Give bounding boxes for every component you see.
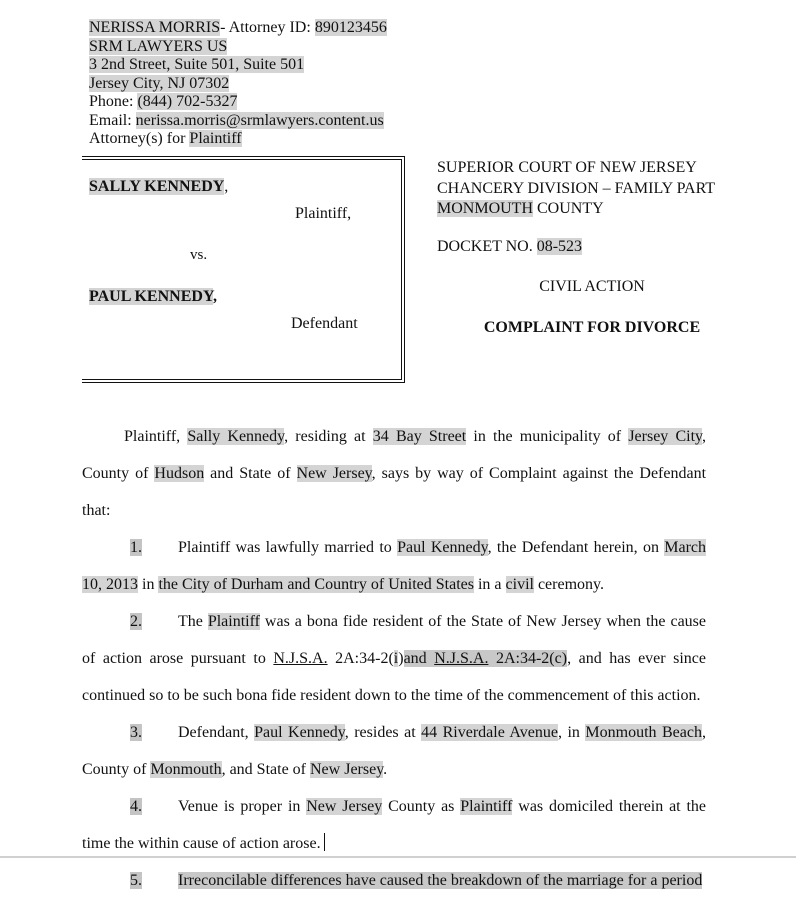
defendant-municipality-field[interactable]: Monmouth Beach <box>585 724 702 741</box>
statute-subsection-field[interactable]: i <box>393 650 399 667</box>
attorney-name[interactable]: NERISSA MORRIS <box>89 19 221 36</box>
firm-address-1[interactable]: 3 2nd Street, Suite 501, Suite 501 <box>89 56 305 73</box>
statute-citation: N.J.S.A. <box>273 650 328 667</box>
paragraph-4[interactable]: 4. Venue is proper in New Jersey County as Plaintiff was domiciled therein at the time the within cause of action arose. <box>82 788 706 862</box>
email-address[interactable]: nerissa.morris@srmlawyers.content.us <box>135 111 384 129</box>
paragraph-5[interactable] <box>82 862 706 899</box>
alternate-statute-field[interactable]: and N.J.S.A. 2A:34-2(c) <box>403 650 568 667</box>
defendant-address-field[interactable]: 44 Riverdale Avenue <box>421 724 558 741</box>
text-cursor <box>324 833 325 851</box>
court-block <box>437 158 715 220</box>
defendant-county-field[interactable]: Monmouth <box>150 761 222 778</box>
state-field[interactable]: New Jersey <box>296 465 372 482</box>
plaintiff-field[interactable]: Sally Kennedy <box>187 428 285 445</box>
court-division: CHANCERY DIVISION – FAMILY PART <box>437 179 716 197</box>
paragraph-number: 3. <box>130 724 142 741</box>
phone-number[interactable]: (844) 702-5327 <box>137 93 238 110</box>
defendant-label: Defendant <box>291 315 358 332</box>
defendant-state-field[interactable]: New Jersey <box>310 761 384 778</box>
attorney-for-label: Attorney(s) for <box>89 130 190 147</box>
marriage-place-field[interactable]: the City of Durham and Country of United States <box>158 576 474 593</box>
paragraph-number: 5. <box>130 872 142 889</box>
case-caption-box <box>82 156 405 383</box>
paragraph-3[interactable]: 3. Defendant, Paul Kennedy, resides at 44 Riverdale Avenue, in Monmouth Beach, County of Monmouth, and State of New Jersey. <box>82 714 706 788</box>
paragraph-number: 4. <box>130 798 142 815</box>
venue-party-field[interactable]: Plaintiff <box>460 798 513 815</box>
county-field[interactable]: Hudson <box>154 465 205 482</box>
paragraph-2[interactable]: 2. The Plaintiff was a bona fide resident of the State of New Jersey when the cause of action arose pursuant to N.J.S.A. 2A:34-2(i)and N.J.S.A. 2A:34-2(c), and has ever since continued so to be such bona fide resident down to the time of the commencement of this action. <box>82 603 706 714</box>
docket-line <box>437 238 582 256</box>
plaintiff-name[interactable]: SALLY KENNEDY <box>89 178 225 195</box>
defendant-name[interactable]: PAUL KENNEDY <box>89 288 214 305</box>
grounds-field[interactable]: Irreconcilable differences have caused the breakdown of the marriage for a period <box>178 872 703 889</box>
address-field[interactable]: 34 Bay Street <box>372 428 467 445</box>
spouse-field[interactable]: Paul Kennedy <box>397 539 488 556</box>
city-field[interactable]: Jersey City <box>628 428 702 445</box>
firm-name[interactable]: SRM LAWYERS US <box>89 37 228 55</box>
document-title: COMPLAINT FOR DIVORCE <box>483 319 701 336</box>
plaintiff-label: Plaintiff, <box>295 205 352 222</box>
attorney-name-line <box>89 19 387 38</box>
defendant-field[interactable]: Paul Kennedy <box>254 724 345 741</box>
paragraph-number: 1. <box>130 539 142 556</box>
attorney-id-label: - Attorney ID: <box>220 19 315 36</box>
marriage-date-field[interactable]: March 10, 2013 <box>82 539 707 593</box>
docket-number[interactable]: 08-523 <box>536 238 583 255</box>
ceremony-type-field[interactable]: civil <box>505 576 534 593</box>
party-field[interactable]: Plaintiff <box>207 613 260 630</box>
phone-label: Phone: <box>89 93 138 110</box>
venue-field[interactable]: New Jersey <box>306 798 383 815</box>
attorney-for-party[interactable]: Plaintiff <box>189 130 242 147</box>
caption-plaintiff: SALLY KENNEDY, <box>89 178 229 195</box>
versus-label: vs. <box>190 247 208 263</box>
attorney-block <box>89 19 387 149</box>
paragraph-1[interactable]: 1. Plaintiff was lawfully married to Paul Kennedy, the Defendant herein, on March 10, 2013 in the City of Durham and Country of United States in a civil ceremony. <box>82 529 706 603</box>
email-label: Email: <box>89 111 136 129</box>
page-boundary <box>0 856 796 858</box>
attorney-id[interactable]: 890123456 <box>314 19 387 36</box>
caption-defendant: PAUL KENNEDY, <box>89 288 218 305</box>
court-county[interactable]: MONMOUTH <box>437 200 533 217</box>
intro-paragraph[interactable]: Plaintiff, Sally Kennedy, residing at 34 Bay Street in the municipality of Jersey City, County of Hudson and State of New Jersey, says by way of Complaint against the Defendant that: <box>82 428 707 519</box>
court-name: SUPERIOR COURT OF NEW JERSEY <box>437 159 697 176</box>
docket-label: DOCKET NO. <box>437 238 537 255</box>
firm-address-2[interactable]: Jersey City, NJ 07302 <box>89 74 230 92</box>
county-suffix: COUNTY <box>533 200 604 217</box>
complaint-body <box>82 418 706 899</box>
court-county-line <box>437 199 715 220</box>
civil-action-label: CIVIL ACTION <box>539 278 645 295</box>
paragraph-number: 2. <box>130 613 142 630</box>
